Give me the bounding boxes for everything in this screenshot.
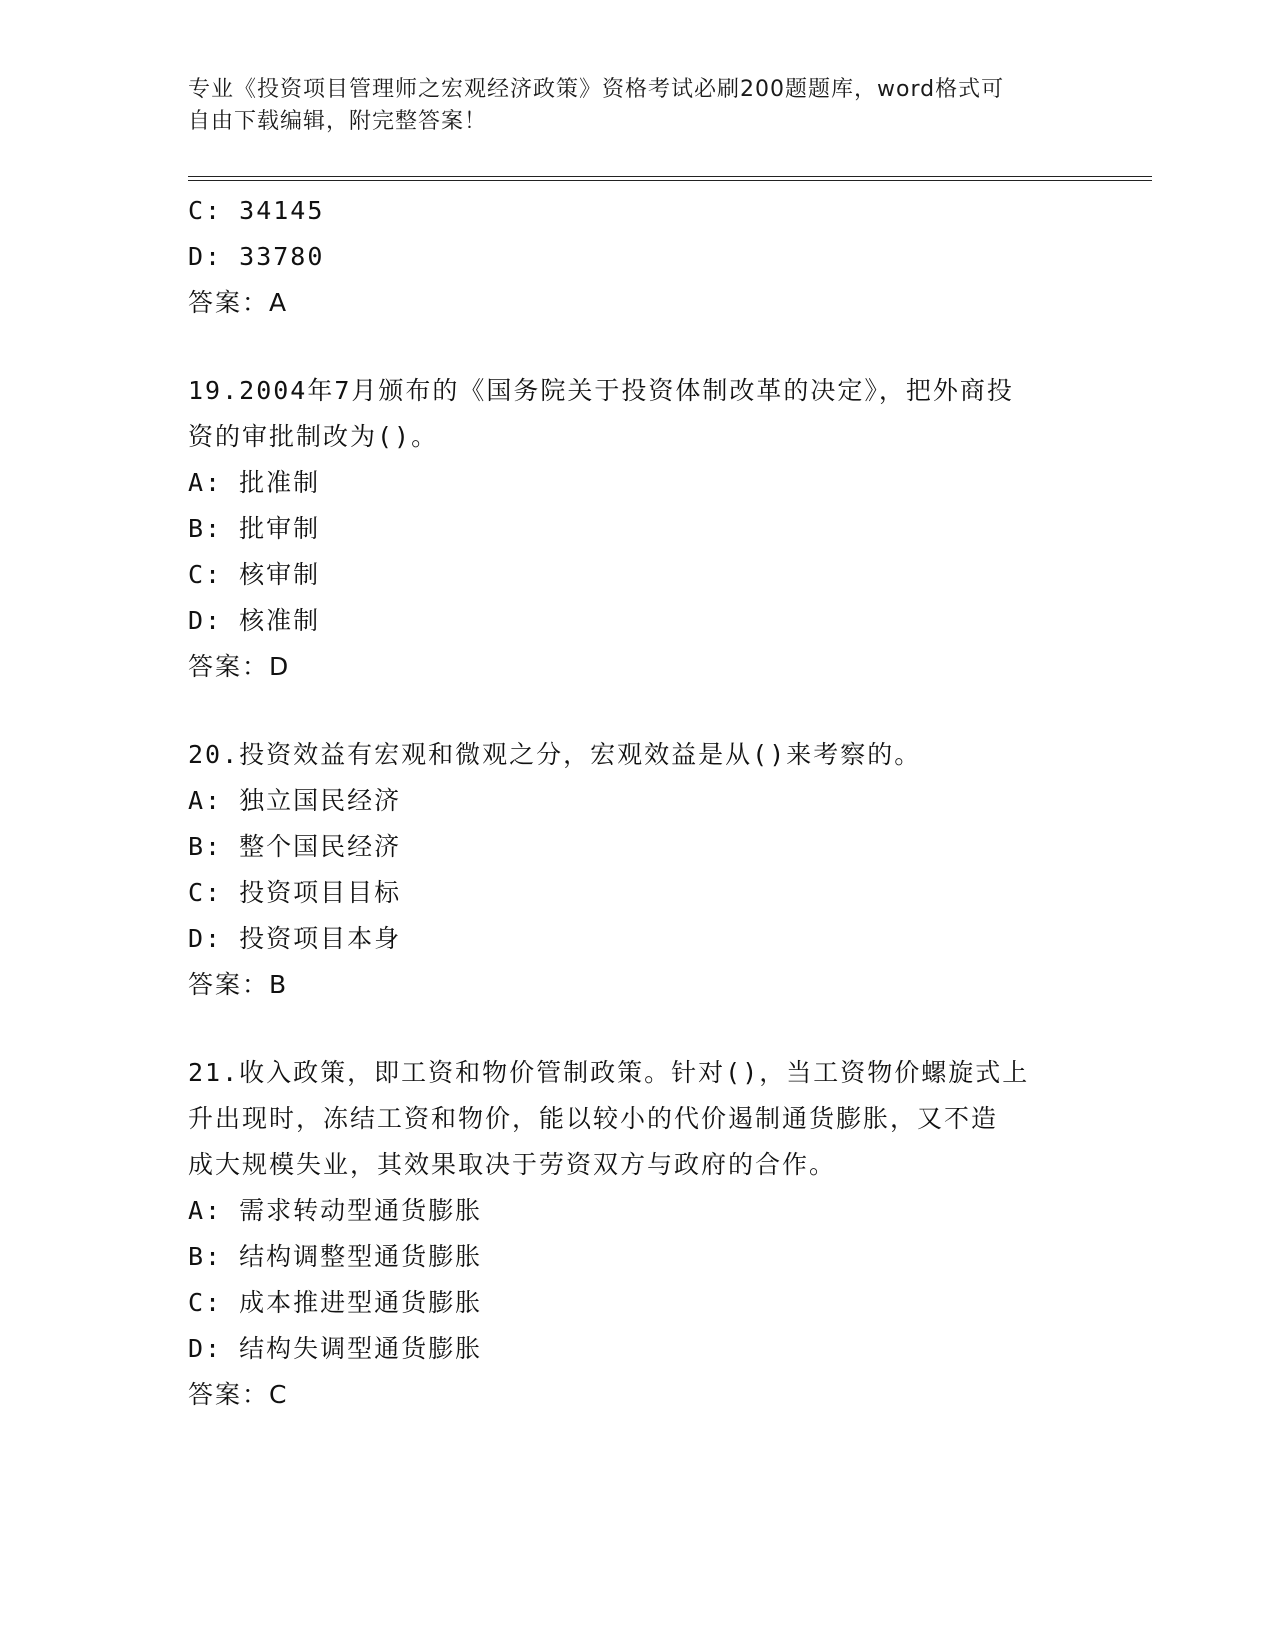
answer-line: 答案：C (188, 1380, 289, 1409)
option-c: C: 核审制 (188, 560, 321, 589)
option-c: C: 34145 (188, 196, 325, 225)
stem-line: 资的审批制改为()。 (188, 422, 439, 451)
option-b: B: 批审制 (188, 514, 321, 543)
option-a: A: 批准制 (188, 468, 321, 497)
answer-line: 答案：A (188, 288, 289, 317)
option-b: B: 整个国民经济 (188, 832, 402, 861)
stem-line: 成大规模失业，其效果取决于劳资双方与政府的合作。 (188, 1150, 837, 1179)
option-a: A: 独立国民经济 (188, 786, 402, 815)
stem-line: 20.投资效益有宏观和微观之分，宏观效益是从()来考察的。 (188, 740, 922, 769)
question-fragment (188, 188, 1088, 326)
answer-line: 答案：B (188, 970, 289, 999)
question-stem (188, 732, 1088, 778)
header-line-2: 自由下载编辑，附完整答案！ (188, 109, 488, 134)
question-20 (188, 732, 1088, 1008)
answer-line: 答案：D (188, 652, 291, 681)
question-19 (188, 368, 1088, 690)
question-21 (188, 1050, 1088, 1418)
option-d: D: 投资项目本身 (188, 924, 402, 953)
option-b: B: 结构调整型通货膨胀 (188, 1242, 483, 1271)
option-d: D: 结构失调型通货膨胀 (188, 1334, 483, 1363)
header-divider (188, 176, 1152, 181)
option-d: D: 核准制 (188, 606, 321, 635)
document-header (188, 74, 1068, 138)
header-line-1: 专业《投资项目管理师之宏观经济政策》资格考试必刷200题题库，word格式可 (188, 77, 1005, 102)
question-stem (188, 368, 1088, 460)
stem-line: 19.2004年7月颁布的《国务院关于投资体制改革的决定》，把外商投 (188, 376, 1014, 405)
option-d: D: 33780 (188, 242, 325, 271)
option-a: A: 需求转动型通货膨胀 (188, 1196, 483, 1225)
option-c: C: 投资项目目标 (188, 878, 402, 907)
stem-line: 21.收入政策，即工资和物价管制政策。针对()，当工资物价螺旋式上 (188, 1058, 1030, 1087)
question-stem (188, 1050, 1088, 1188)
question-list (188, 188, 1088, 1418)
option-c: C: 成本推进型通货膨胀 (188, 1288, 483, 1317)
stem-line: 升出现时，冻结工资和物价，能以较小的代价遏制通货膨胀，又不造 (188, 1104, 999, 1133)
